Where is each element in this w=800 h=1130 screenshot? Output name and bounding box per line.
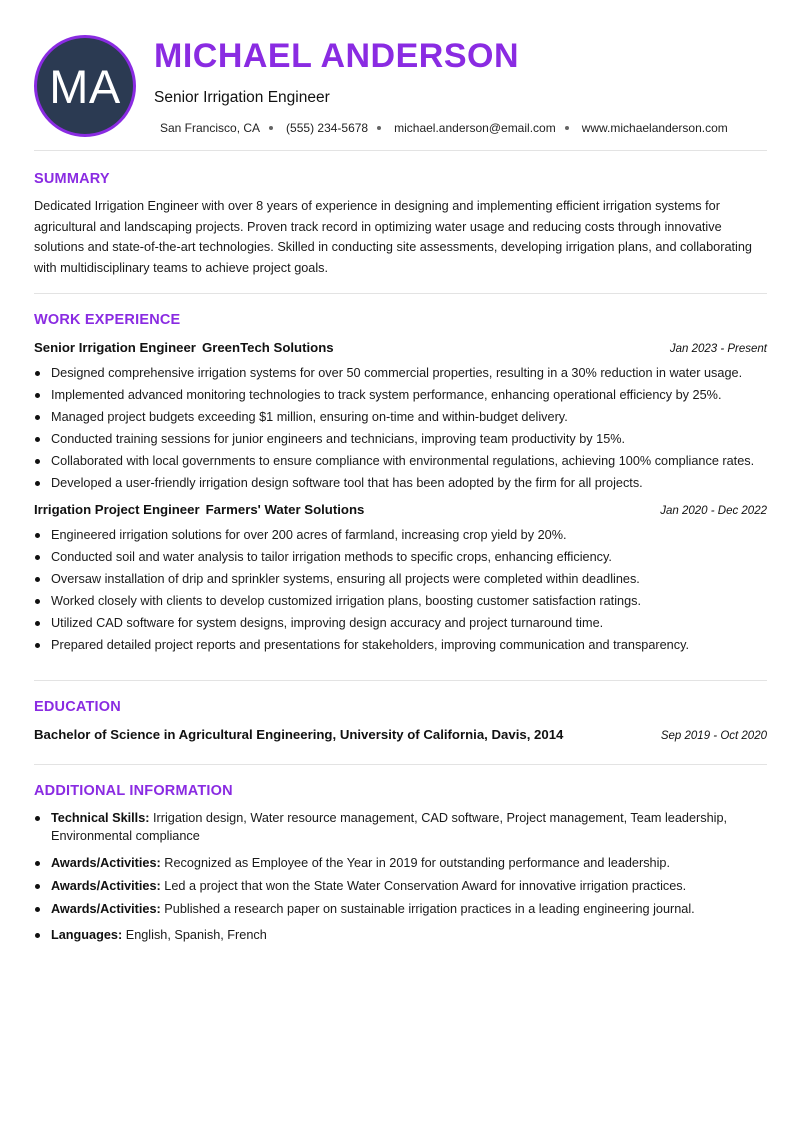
job-dates: Jan 2023 - Present [669,343,767,355]
bullet-separator [377,126,381,130]
job-bullets [34,526,767,655]
additional-info-section [34,765,767,945]
job-header [34,340,767,358]
item-label: Languages: [51,928,123,942]
list-item [34,877,767,896]
job-dates: Jan 2020 - Dec 2022 [660,504,767,517]
avatar-initials: MA [49,59,121,113]
work-experience-section [34,294,767,680]
summary-heading: SUMMARY [34,171,110,187]
education-degree: Bachelor of Science in Agricultural Engineering, University of California, Davis, 2014 [34,726,564,742]
contact-phone: (555) 234-5678 [286,121,369,135]
contact-website: www.michaelanderson.com [581,121,728,135]
education-dates: Sep 2019 - Oct 2020 [660,729,767,742]
work-experience-heading: WORK EXPERIENCE [34,312,181,328]
list-item: Prepared detailed project reports and presentations for stakeholders, improving communication and transparency. [34,636,767,655]
item-text: Led a project that won the State Water Conservation Award for innovative irrigation practices. [164,878,687,893]
education-heading: EDUCATION [34,698,121,715]
job-company: GreenTech Solutions [201,340,334,355]
education-section [34,681,767,764]
list-item [34,809,767,846]
job-entry [34,502,767,655]
job-company: Farmers' Water Solutions [205,501,365,517]
resume-header [34,0,767,150]
contact-location: San Francisco, CA [160,121,261,135]
candidate-title: Senior Irrigation Engineer [154,89,330,106]
list-item: Conducted soil and water analysis to tailor irrigation methods to specific crops, enhancing efficiency. [34,548,767,567]
item-text: Published a research paper on sustainable irrigation practices in a leading engineering journal. [164,901,695,916]
list-item: Collaborated with local governments to ensure compliance with environmental regulations, achieving 100% compliance rates. [34,452,767,471]
list-item [34,900,767,919]
candidate-name: MICHAEL ANDERSON [154,37,520,75]
list-item: Oversaw installation of drip and sprinkler systems, ensuring all projects were completed within deadlines. [34,570,767,589]
list-item: Developed a user-friendly irrigation design software tool that has been adopted by the firm for all projects. [34,474,767,493]
list-item [34,854,767,873]
job-header [34,502,767,520]
job-role-company [34,502,364,517]
list-item: Managed project budgets exceeding $1 million, ensuring on-time and within-budget delivery. [34,408,767,427]
additional-info-list [34,809,767,945]
list-item: Implemented advanced monitoring technologies to track system performance, enhancing operational efficiency by 25%. [34,386,767,405]
list-item: Designed comprehensive irrigation systems for over 50 commercial properties, resulting in a 30% reduction in water usage. [34,364,767,383]
job-role: Irrigation Project Engineer [34,501,200,517]
item-label: Awards/Activities: [51,855,161,870]
bullet-separator [565,126,569,130]
item-text: Recognized as Employee of the Year in 2019 for outstanding performance and leadership. [164,855,671,870]
item-text: English, Spanish, French [125,928,267,942]
additional-info-heading: ADDITIONAL INFORMATION [34,782,233,799]
summary-section [34,151,767,293]
list-item: Worked closely with clients to develop customized irrigation plans, boosting customer satisfaction ratings. [34,592,767,611]
list-item [34,926,767,945]
bullet-separator [269,126,273,130]
job-role-company [34,340,334,355]
education-entry [34,727,767,742]
contact-email: michael.anderson@email.com [394,121,556,135]
item-label: Technical Skills: [51,810,150,825]
list-item: Utilized CAD software for system designs, improving design accuracy and project turnaround time. [34,614,767,633]
avatar [34,35,136,137]
contact-info [160,121,728,135]
list-item: Conducted training sessions for junior engineers and technicians, improving team productivity by 15%. [34,430,767,449]
summary-text: Dedicated Irrigation Engineer with over 8 years of experience in designing and implementing efficient irrigation systems for agricultural and landscaping projects. Proven track record in optimizing water usage and reducing costs through innovative solutions and state-of-the-art technologies. Skilled in conducting site assessments, developing irrigation plans, and collaborating with multidisciplinary teams to achieve project goals. [34,199,752,275]
job-role: Senior Irrigation Engineer [34,340,196,355]
job-bullets [34,364,767,493]
list-item: Engineered irrigation solutions for over 200 acres of farmland, increasing crop yield by 20%. [34,526,767,545]
item-label: Awards/Activities: [51,901,161,916]
job-entry [34,340,767,493]
item-label: Awards/Activities: [51,878,161,893]
item-text: Irrigation design, Water resource management, CAD software, Project management, Team leadership, Environmental compliance [51,810,728,843]
